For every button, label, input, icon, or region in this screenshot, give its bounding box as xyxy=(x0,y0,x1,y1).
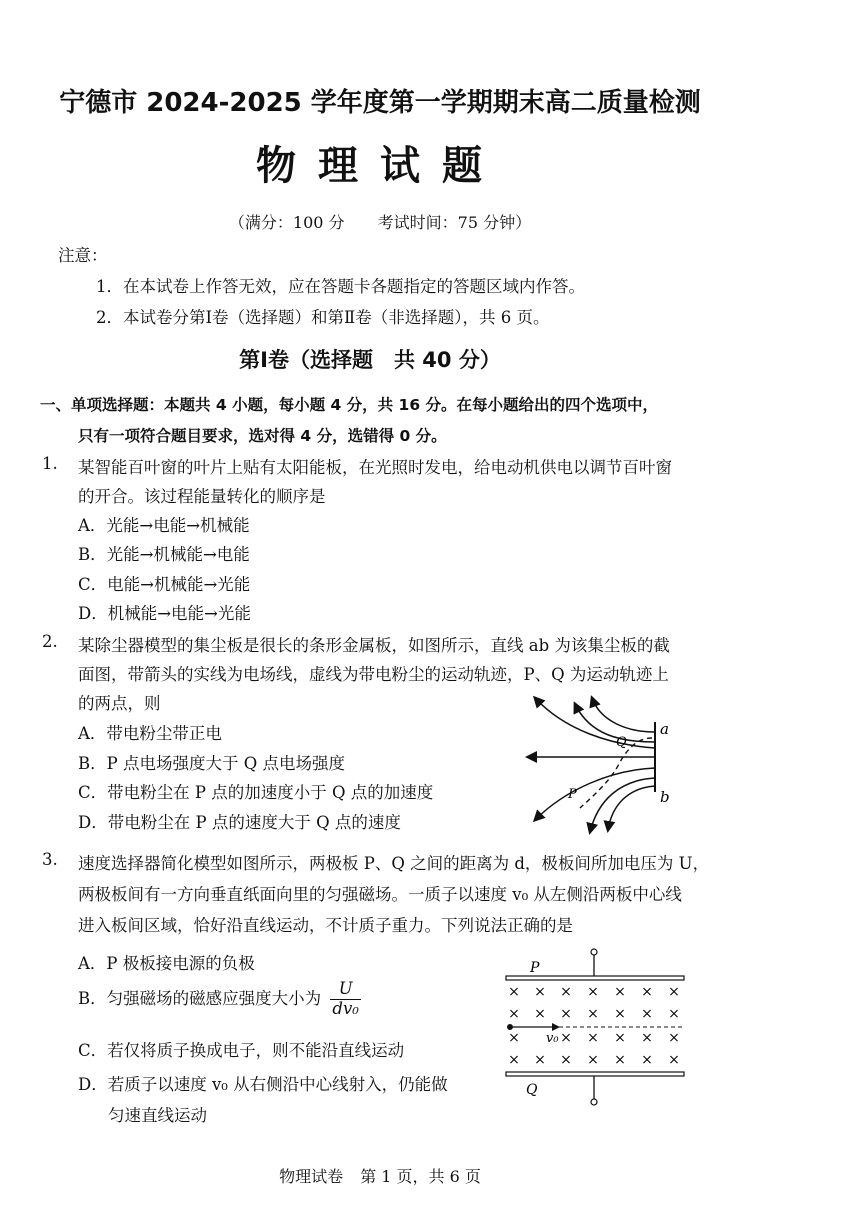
field-mark: × xyxy=(614,984,626,1000)
label-a: a xyxy=(660,720,669,738)
field-mark: × xyxy=(534,1006,546,1022)
subject-title: 物理试题 xyxy=(256,143,504,189)
fraction-denominator: dv₀ xyxy=(332,998,359,1018)
field-mark: × xyxy=(668,1052,680,1068)
terminal xyxy=(591,949,597,955)
label-p: P xyxy=(530,960,540,976)
dust-collector-figure xyxy=(520,690,700,840)
footer-subject: 物理试卷 xyxy=(279,1167,344,1186)
question-text-line: 某智能百叶窗的叶片上贴有太阳能板，在光照时发电，给电动机供电以调节百叶窗 xyxy=(78,458,672,477)
fraction-numerator: U xyxy=(330,980,361,1000)
field-mark: × xyxy=(560,1030,572,1046)
label-b: b xyxy=(660,788,670,806)
question-number: 1. xyxy=(42,454,58,473)
field-mark: × xyxy=(560,1052,572,1068)
label-v0: v₀ xyxy=(546,1031,559,1046)
field-mark: × xyxy=(508,1052,520,1068)
section-heading-line-2: 只有一项符合题目要求，选对得 4 分，选错得 0 分。 xyxy=(78,427,447,445)
field-line xyxy=(608,786,655,830)
field-mark: × xyxy=(614,1052,626,1068)
field-mark: × xyxy=(641,1006,653,1022)
field-mark: × xyxy=(614,1030,626,1046)
full-score: （满分：100 分 xyxy=(228,213,345,232)
magnetic-field-marks xyxy=(508,984,680,1068)
plate-p xyxy=(506,976,684,980)
terminal xyxy=(591,1099,597,1105)
field-mark: × xyxy=(641,1052,653,1068)
field-mark: × xyxy=(668,984,680,1000)
field-mark: × xyxy=(587,984,599,1000)
field-mark: × xyxy=(560,984,572,1000)
option-c: C．若仅将质子换成电子，则不能沿直线运动 xyxy=(78,1041,405,1060)
label-p: P xyxy=(568,787,577,802)
option-d: D．机械能→电能→光能 xyxy=(78,604,251,623)
field-mark: × xyxy=(668,1030,680,1046)
field-mark: × xyxy=(587,1052,599,1068)
footer-page: 第 1 页，共 6 页 xyxy=(360,1167,481,1186)
option-c: C．电能→机械能→光能 xyxy=(78,575,251,594)
exam-title: 宁德市 2024-2025 学年度第一学期期末高二质量检测 xyxy=(59,88,701,118)
label-q: Q xyxy=(616,735,627,750)
option-a: A．光能→电能→机械能 xyxy=(78,516,250,535)
field-line xyxy=(590,778,655,832)
question-text-line: 面图，带箭头的实线为电场线，虚线为带电粉尘的运动轨迹，P、Q 为运动轨迹上 xyxy=(78,665,669,684)
option-d: D．带电粉尘在 P 点的速度大于 Q 点的速度 xyxy=(78,813,401,832)
field-mark: × xyxy=(508,1030,520,1046)
field-mark: × xyxy=(508,984,520,1000)
question-text-line: 的开合。该过程能量转化的顺序是 xyxy=(78,487,326,506)
fraction xyxy=(330,980,361,1019)
option-b-text: B．匀强磁场的磁感应强度大小为 xyxy=(78,988,322,1008)
volume-title: 第Ⅰ卷（选择题 共 40 分） xyxy=(239,348,501,372)
velocity-selector-figure xyxy=(500,948,690,1106)
notice-label: 注意： xyxy=(58,246,108,265)
question-text-line: 速度选择器简化模型如图所示，两极板 P、Q 之间的距离为 d，极板间所加电压为 U， xyxy=(78,854,710,873)
field-mark: × xyxy=(641,984,653,1000)
notice-item-1: 1．在本试卷上作答无效，应在答题卡各题指定的答题区域内作答。 xyxy=(96,277,585,296)
option-b: B．光能→机械能→电能 xyxy=(78,545,250,564)
duration: 考试时间：75 分钟） xyxy=(377,213,532,232)
page-footer xyxy=(0,1164,760,1187)
question-number: 2. xyxy=(42,632,58,651)
section-heading-line-1: 一、单项选择题：本题共 4 小题，每小题 4 分，共 16 分。在每小题给出的四个选项中， xyxy=(40,396,659,414)
option-b: B．P 点电场强度大于 Q 点电场强度 xyxy=(78,754,345,773)
option-c: C．带电粉尘在 P 点的加速度小于 Q 点的加速度 xyxy=(78,783,434,802)
option-a: A．P 极板接电源的负极 xyxy=(78,954,255,973)
field-mark: × xyxy=(668,1006,680,1022)
exam-meta xyxy=(0,210,760,233)
field-mark: × xyxy=(534,984,546,1000)
field-mark: × xyxy=(508,1006,520,1022)
option-d: D．若质子以速度 v₀ 从右侧沿中心线射入，仍能做 xyxy=(78,1075,448,1094)
question-text-line: 进入板间区域，恰好沿直线运动，不计质子重力。下列说法正确的是 xyxy=(78,916,573,935)
question-text-line: 两极板间有一方向垂直纸面向里的匀强磁场。一质子以速度 v₀ 从左侧沿两板中心线 xyxy=(78,885,682,904)
field-line xyxy=(592,698,655,732)
field-mark: × xyxy=(560,1006,572,1022)
field-mark: × xyxy=(534,1052,546,1068)
option-a: A．带电粉尘带正电 xyxy=(78,724,222,743)
option-b xyxy=(78,980,361,1019)
notice-item-2: 2．本试卷分第Ⅰ卷（选择题）和第Ⅱ卷（非选择题），共 6 页。 xyxy=(96,308,550,327)
field-mark: × xyxy=(614,1006,626,1022)
question-text-line: 某除尘器模型的集尘板是很长的条形金属板，如图所示，直线 ab 为该集尘板的截 xyxy=(78,636,670,655)
option-d-continued: 匀速直线运动 xyxy=(108,1106,207,1125)
field-mark: × xyxy=(587,1006,599,1022)
velocity-arrowhead xyxy=(552,1023,560,1031)
question-text-line: 的两点，则 xyxy=(78,694,161,713)
field-mark: × xyxy=(587,1030,599,1046)
question-number: 3. xyxy=(42,850,58,869)
label-q: Q xyxy=(526,1082,538,1098)
field-mark: × xyxy=(641,1030,653,1046)
plate-q xyxy=(506,1072,684,1076)
